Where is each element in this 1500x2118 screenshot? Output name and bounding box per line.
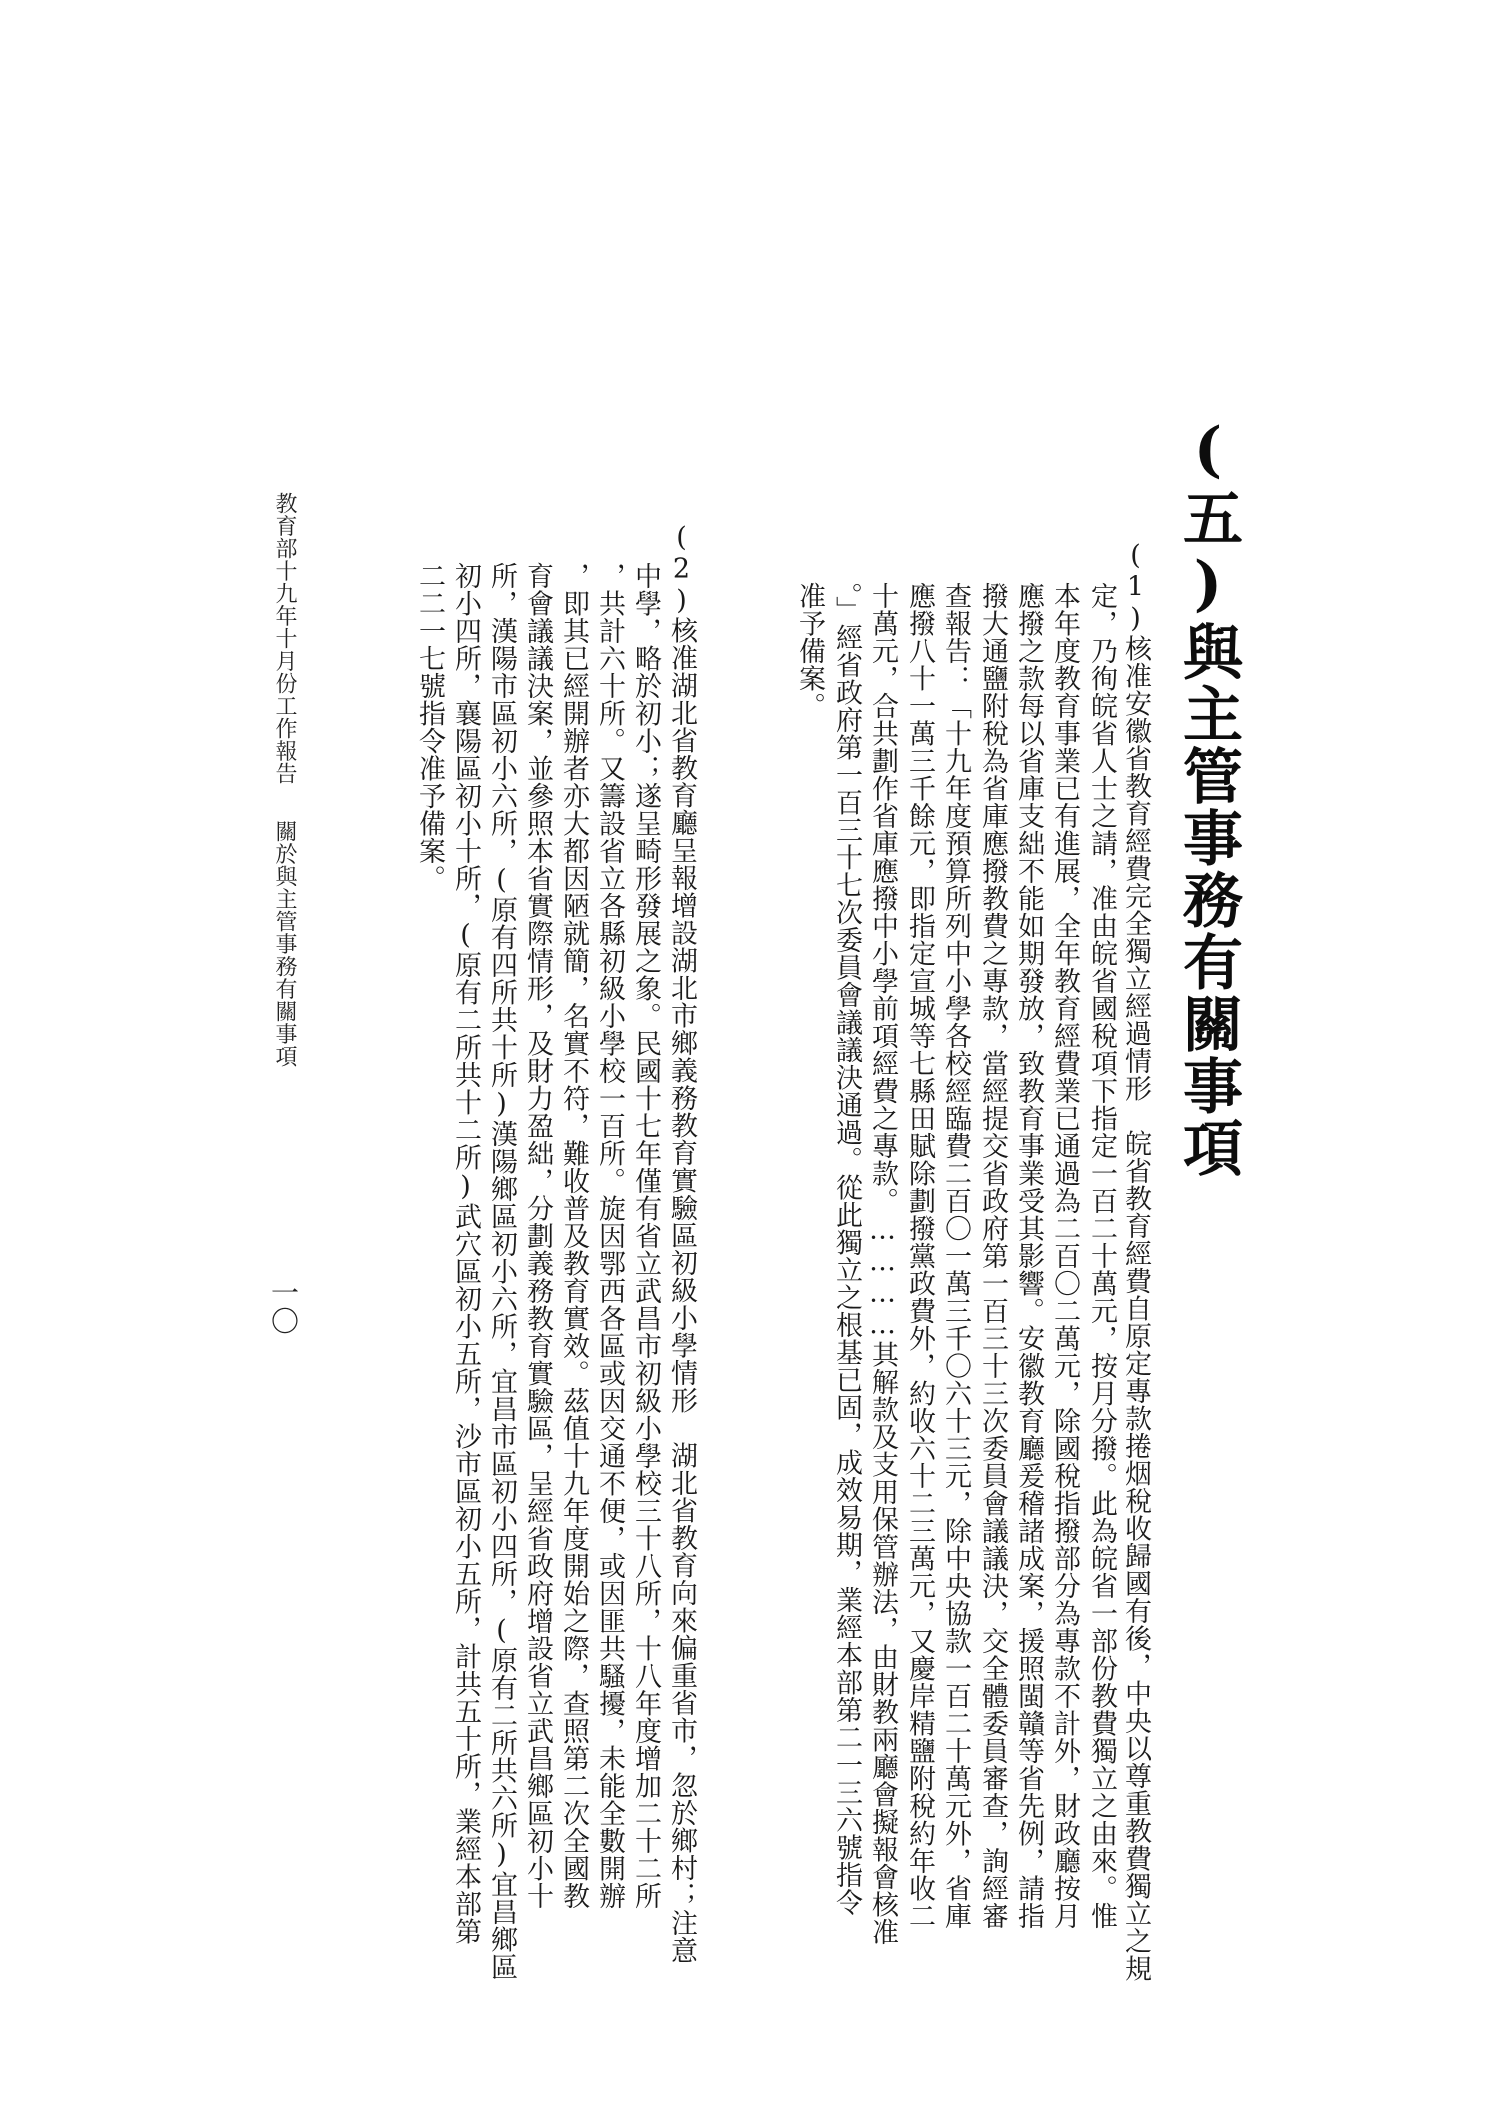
body-column-5: 撥大通鹽附稅為省庫應撥教費之專款，當經提交省政府第一百三十三次委員會議議決，交全體委員審查，詢經審 bbox=[977, 582, 1008, 1930]
body-column-9: 。」經省政府第一百三十七次委員會議議決通過。從此獨立之根基已固，成效易期，業經本部第二一三六號指令 bbox=[831, 582, 862, 1916]
section-heading: (五)與主管事務有關事項 bbox=[1173, 415, 1243, 1179]
body-column-8: 十萬元，合共劃作省庫應撥中小學前項經費之專款。…………其解款及支用保管辦法，由財教兩廳會擬報會核准 bbox=[867, 582, 898, 1946]
body-column-18: 二二一七號指令准予備案。 bbox=[414, 562, 445, 892]
body-column-1: (1)核准安徽省教育經費完全獨立經過情形 皖省教育經費自原定專款捲烟稅收歸國有後，中央以尊重教費獨立之規 bbox=[1120, 540, 1151, 1982]
body-column-12: 中學，略於初小；遂呈畸形發展之象。民國十七年僅有省立武昌市初級小學校三十八所，十八年度增加二十二所 bbox=[630, 562, 661, 1910]
body-column-17: 初小四所，襄陽區初小十所，(原有二所共十二所)武穴區初小五所，沙市區初小五所，計共五十所，業經本部第 bbox=[450, 562, 481, 1945]
body-column-16: 所，漢陽市區初小六所，(原有四所共十所)漢陽鄉區初小六所，宜昌市區初小四所，(原有二所共六所)宜昌鄉區 bbox=[486, 562, 517, 1981]
body-column-6: 查報告：「十九年度預算所列中小學各校經臨費二百〇一萬三千〇六十三元，除中央協款一百二十萬元外，省庫 bbox=[940, 582, 971, 1930]
running-header-section: 關於與主管事務有關事項 bbox=[272, 820, 297, 1068]
body-column-11: (2)核准湖北省教育廳呈報增設湖北市鄉義務教育實驗區初級小學情形 湖北省教育向來偏重省市，忽於鄉村；注意 bbox=[666, 522, 697, 1964]
body-column-3: 本年度教育事業已有進展，全年教育經費業已通過為二百〇二萬元，除國稅指撥部分為專款不計外，財政廳按月 bbox=[1049, 582, 1080, 1930]
body-column-10: 准予備案。 bbox=[794, 582, 825, 720]
body-column-7: 應撥八十一萬三千餘元，即指定宣城等七縣田賦除劃撥黨政費外，約收六十二三萬元，又慶岸精鹽附稅約年收二 bbox=[904, 582, 935, 1930]
body-column-15: 育會議議決案，並參照本省實際情形，及財力盈絀，分劃義務教育實驗區，呈經省政府增設省立武昌鄉區初小十 bbox=[522, 562, 553, 1910]
page-number: 一〇 bbox=[267, 1278, 300, 1335]
running-header-report: 教育部十九年十月份工作報告 bbox=[272, 492, 297, 785]
body-column-13: ，共計六十所。又籌設省立各縣初級小學校一百所。旋因鄂西各區或因交通不便，或因匪共騷擾，未能全數開辦 bbox=[594, 562, 625, 1910]
body-column-2: 定，乃徇皖省人士之請，准由皖省國稅項下指定一百二十萬元，按月分撥。此為皖省一部份教費獨立之由來。惟 bbox=[1086, 582, 1117, 1930]
body-column-4: 應撥之款每以省庫支絀不能如期發放，致教育事業受其影響。安徽教育廳爰稽諸成案，援照閩贛等省先例，請指 bbox=[1013, 582, 1044, 1930]
body-column-14: ，即其已經開辦者亦大都因陋就簡，名實不符，難收普及教育實效。茲值十九年度開始之際，查照第二次全國教 bbox=[558, 562, 589, 1910]
